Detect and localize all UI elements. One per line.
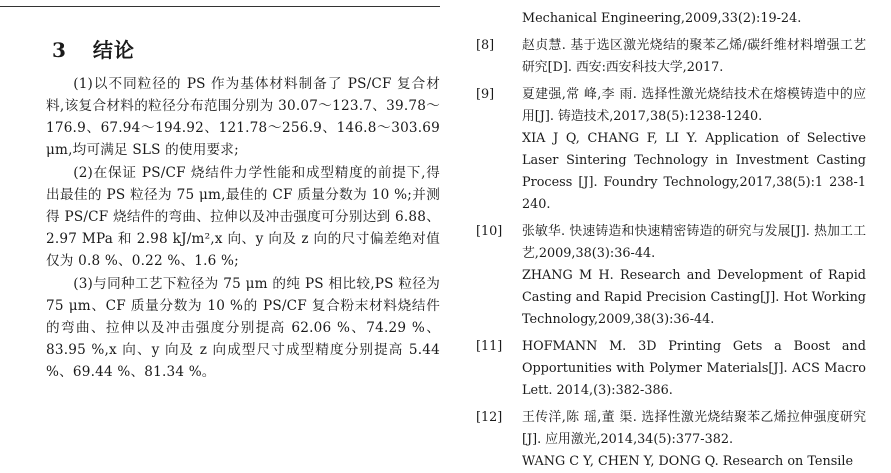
reference-number: [10]: [476, 224, 503, 239]
reference-number: [12]: [476, 410, 503, 425]
reference-text-english: XIA J Q, CHANG F, LI Y. Application of Selective Laser Sintering Technology in Investment Casting Process [J]. Foundry Technology,2017,38(5):1 238-1 240.: [522, 131, 866, 212]
section-title: 结论: [92, 38, 135, 62]
reference-text-english: WANG C Y, CHEN Y, DONG Q. Research on Tensile: [522, 454, 854, 469]
reference-text: 赵贞慧. 基于选区激光烧结的聚苯乙烯/碳纤维材料增强工艺研究[D]. 西安:西安科技大学,2017.: [522, 38, 866, 75]
reference-text: 张敏华. 快速铸造和快速精密铸造的研究与发展[J]. 热加工工艺,2009,38(3):36-44.: [522, 224, 866, 261]
reference-continuation: Mechanical Engineering,2009,33(2):19-24.: [522, 11, 802, 26]
conclusion-paragraph-3: (3)与同种工艺下粒径为 75 μm 的纯 PS 相比较,PS 粒径为 75 μm、CF 质量分数为 10 %的 PS/CF 复合粉末材料烧结件的弯曲、拉伸以及冲击强度分别提高 62.06 %、74.29 %、83.95 %,x 向、y 向及 z 向成型尺寸成型精度分别提高 5.44 %、69.44 %、81.34 %。: [46, 276, 440, 380]
top-rule: [0, 6, 440, 7]
reference-number: [11]: [476, 339, 503, 354]
conclusion-paragraph-2: (2)在保证 PS/CF 烧结件力学性能和成型精度的前提下,得出最佳的 PS 粒径为 75 μm,最佳的 CF 质量分数为 10 %;并测得 PS/CF 烧结件的弯曲、拉伸以及冲击强度可分别达到 6.88、2.97 MPa 和 2.98 kJ/m²,x 向、y 向及 z 向的尺寸偏差绝对值仅为 0.8 %、0.22 %、1.6 %;: [46, 165, 440, 269]
reference-text-english: ZHANG M H. Research and Development of Rapid Casting and Rapid Precision Casting[J]. Hot Working Technology,2009,38(3):36-44.: [522, 268, 866, 327]
reference-text: HOFMANN M. 3D Printing Gets a Boost and Opportunities with Polymer Materials[J]. ACS Macro Lett. 2014,(3):382-386.: [522, 339, 866, 398]
reference-item: [476, 336, 866, 402]
reference-item: [476, 407, 866, 473]
section-number: 3: [52, 38, 67, 62]
reference-item: [476, 221, 866, 331]
reference-number: [8]: [476, 38, 495, 53]
conclusion-paragraph-1: (1)以不同粒径的 PS 作为基体材料制备了 PS/CF 复合材料,该复合材料的粒径分布范围分别为 30.07～123.7、39.78～176.9、67.94～194.92、121.78～256.9、146.8～303.69 μm,均可满足 SLS 的使用要求;: [46, 76, 440, 158]
reference-item: [476, 84, 866, 216]
reference-item: [476, 35, 866, 79]
reference-text: 王传洋,陈 瑶,董 渠. 选择性激光烧结聚苯乙烯拉伸强度研究[J]. 应用激光,2014,34(5):377-382.: [522, 410, 866, 447]
reference-number: [9]: [476, 87, 495, 102]
section-heading: [52, 34, 440, 63]
conclusion-section: [46, 20, 440, 383]
reference-list: [476, 8, 866, 473]
reference-text: 夏建强,常 峰,李 雨. 选择性激光烧结技术在熔模铸造中的应用[J]. 铸造技术,2017,38(5):1238-1240.: [522, 87, 866, 124]
